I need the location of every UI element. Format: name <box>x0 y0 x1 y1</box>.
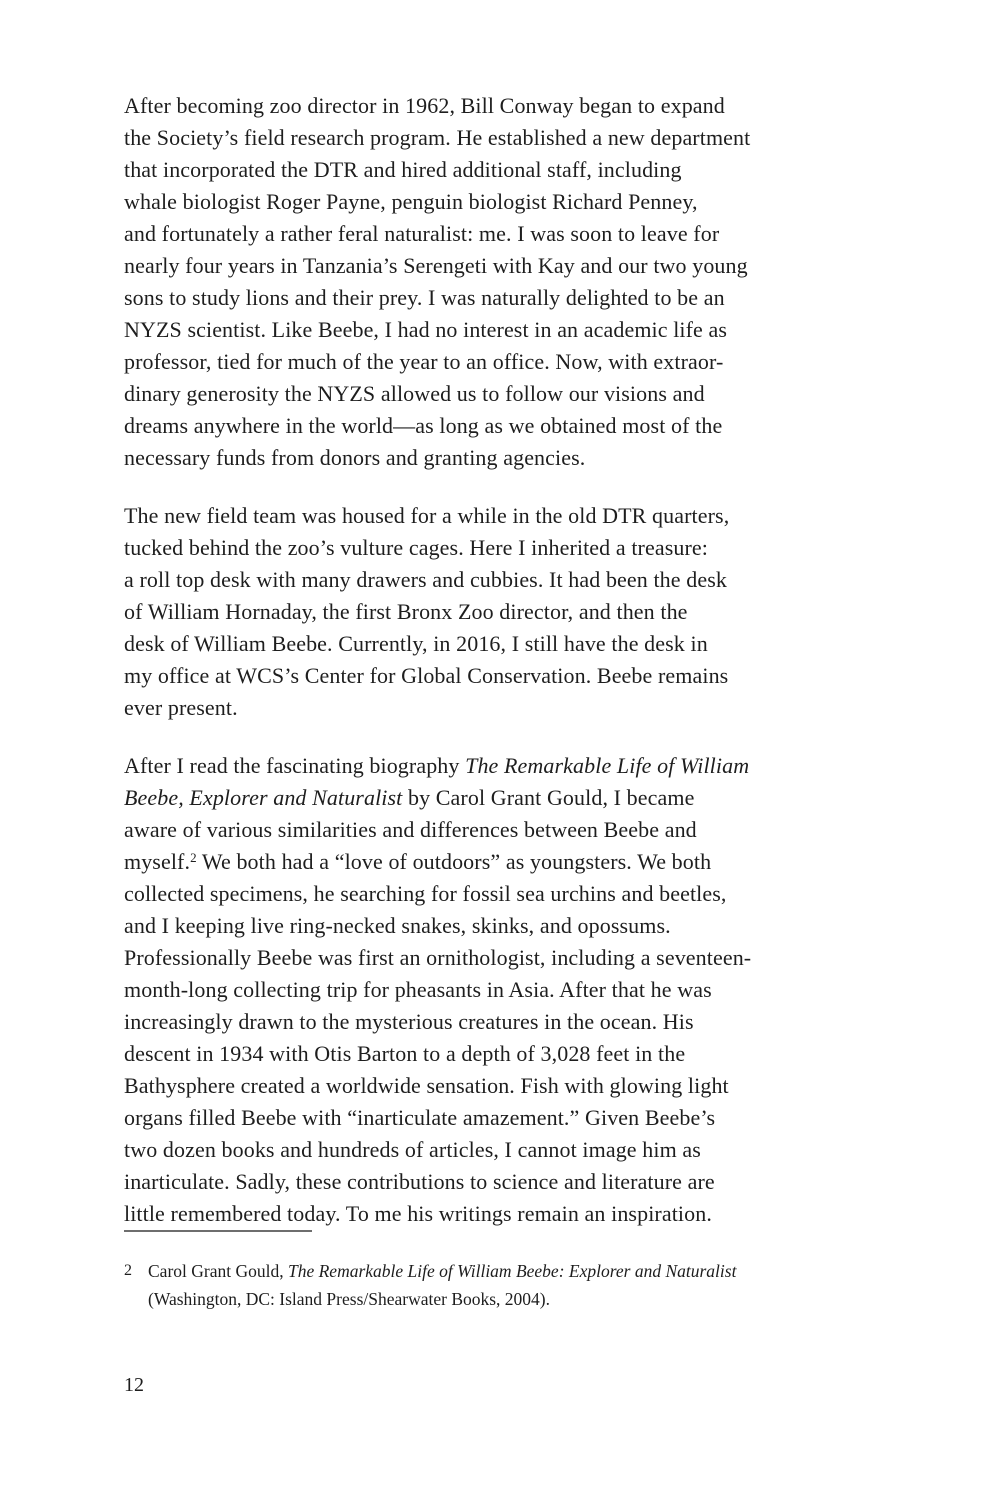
text-segment: Bathysphere created a worldwide sensation. Fish with glowing light <box>124 1073 729 1098</box>
page-content <box>124 90 864 1397</box>
text-segment: aware of various similarities and differences between Beebe and <box>124 817 697 842</box>
text-segment: Professionally Beebe was first an ornithologist, including a seventeen- <box>124 945 752 970</box>
text-line <box>124 1006 864 1038</box>
text-segment: of William Hornaday, the first Bronx Zoo director, and then the <box>124 599 688 624</box>
text-segment: a roll top desk with many drawers and cubbies. It had been the desk <box>124 567 727 592</box>
text-segment: The new field team was housed for a while in the old DTR quarters, <box>124 503 730 528</box>
text-line <box>124 628 864 660</box>
paragraph-2 <box>124 500 864 724</box>
text-segment: the Society’s field research program. He established a new department <box>124 125 751 150</box>
body-text <box>124 90 864 1230</box>
text-line <box>124 692 864 724</box>
text-line <box>124 1166 864 1198</box>
text-line <box>124 1070 864 1102</box>
text-segment: nearly four years in Tanzania’s Serengeti with Kay and our two young <box>124 253 748 278</box>
text-segment: descent in 1934 with Otis Barton to a depth of 3,028 feet in the <box>124 1041 686 1066</box>
text-segment: Beebe, Explorer and Naturalist <box>124 785 403 810</box>
text-segment: We both had a “love of outdoors” as youngsters. We both <box>196 849 712 874</box>
text-line <box>124 660 864 692</box>
text-line <box>124 910 864 942</box>
text-segment: (Washington, DC: Island Press/Shearwater Books, 2004). <box>148 1289 551 1309</box>
text-segment: inarticulate. Sadly, these contributions to science and literature are <box>124 1169 715 1194</box>
text-segment: The Remarkable Life of William Beebe: Explorer and Naturalist <box>287 1261 737 1281</box>
text-line <box>124 218 864 250</box>
text-line <box>124 122 864 154</box>
text-line <box>124 814 864 846</box>
page-number: 12 <box>124 1374 144 1396</box>
text-line <box>124 782 864 814</box>
text-segment: little remembered today. To me his writings remain an inspiration. <box>124 1201 712 1226</box>
footnote <box>124 1257 864 1313</box>
text-line <box>124 378 864 410</box>
text-segment: collected specimens, he searching for fossil sea urchins and beetles, <box>124 881 727 906</box>
text-segment: and I keeping live ring-necked snakes, skinks, and opossums. <box>124 913 671 938</box>
text-line <box>124 282 864 314</box>
text-line <box>124 532 864 564</box>
text-line <box>148 1285 736 1313</box>
paragraph-1 <box>124 90 864 474</box>
text-segment: After becoming zoo director in 1962, Bill Conway began to expand <box>124 93 725 118</box>
text-line <box>124 878 864 910</box>
text-line <box>124 974 864 1006</box>
text-line <box>124 942 864 974</box>
text-line <box>124 1038 864 1070</box>
text-line <box>124 90 864 122</box>
text-line <box>124 186 864 218</box>
text-segment: myself. <box>124 849 191 874</box>
text-segment: The Remarkable Life of William <box>465 753 750 778</box>
text-segment: professor, tied for much of the year to an office. Now, with extraor- <box>124 349 724 374</box>
text-segment: dinary generosity the NYZS allowed us to follow our visions and <box>124 381 705 406</box>
footnote-reference: 2 <box>190 850 197 865</box>
text-line <box>124 750 864 782</box>
text-segment: tucked behind the zoo’s vulture cages. Here I inherited a treasure: <box>124 535 708 560</box>
text-segment: whale biologist Roger Payne, penguin biologist Richard Penney, <box>124 189 698 214</box>
text-line <box>124 596 864 628</box>
text-segment: sons to study lions and their prey. I was naturally delighted to be an <box>124 285 725 310</box>
footnote-number: 2 <box>124 1262 132 1279</box>
text-segment: that incorporated the DTR and hired additional staff, including <box>124 157 682 182</box>
text-line <box>124 314 864 346</box>
text-line <box>124 1198 864 1230</box>
text-line <box>124 564 864 596</box>
text-segment: by Carol Grant Gould, I became <box>402 785 695 810</box>
text-segment: After I read the fascinating biography <box>124 753 466 778</box>
text-segment: desk of William Beebe. Currently, in 2016, I still have the desk in <box>124 631 708 656</box>
text-segment: NYZS scientist. Like Beebe, I had no interest in an academic life as <box>124 317 728 342</box>
text-segment: ever present. <box>124 695 238 720</box>
text-segment: organs filled Beebe with “inarticulate amazement.” Given Beebe’s <box>124 1105 716 1130</box>
footnote-text <box>148 1257 736 1313</box>
text-line <box>124 846 864 878</box>
text-line <box>124 346 864 378</box>
text-segment: dreams anywhere in the world—as long as we obtained most of the <box>124 413 723 438</box>
text-segment: Carol Grant Gould, <box>148 1261 288 1281</box>
text-line <box>124 1102 864 1134</box>
text-segment: two dozen books and hundreds of articles, I cannot image him as <box>124 1137 701 1162</box>
text-line <box>124 410 864 442</box>
paragraph-3 <box>124 750 864 1230</box>
text-line <box>124 1134 864 1166</box>
text-line <box>124 250 864 282</box>
text-segment: necessary funds from donors and granting agencies. <box>124 445 586 470</box>
text-segment: my office at WCS’s Center for Global Conservation. Beebe remains <box>124 663 729 688</box>
text-line <box>124 154 864 186</box>
footnote-rule <box>124 1230 312 1232</box>
text-segment: month-long collecting trip for pheasants in Asia. After that he was <box>124 977 712 1002</box>
text-line <box>124 500 864 532</box>
text-line <box>148 1257 736 1285</box>
text-line <box>124 442 864 474</box>
text-segment: increasingly drawn to the mysterious creatures in the ocean. His <box>124 1009 694 1034</box>
text-segment: and fortunately a rather feral naturalist: me. I was soon to leave for <box>124 221 720 246</box>
